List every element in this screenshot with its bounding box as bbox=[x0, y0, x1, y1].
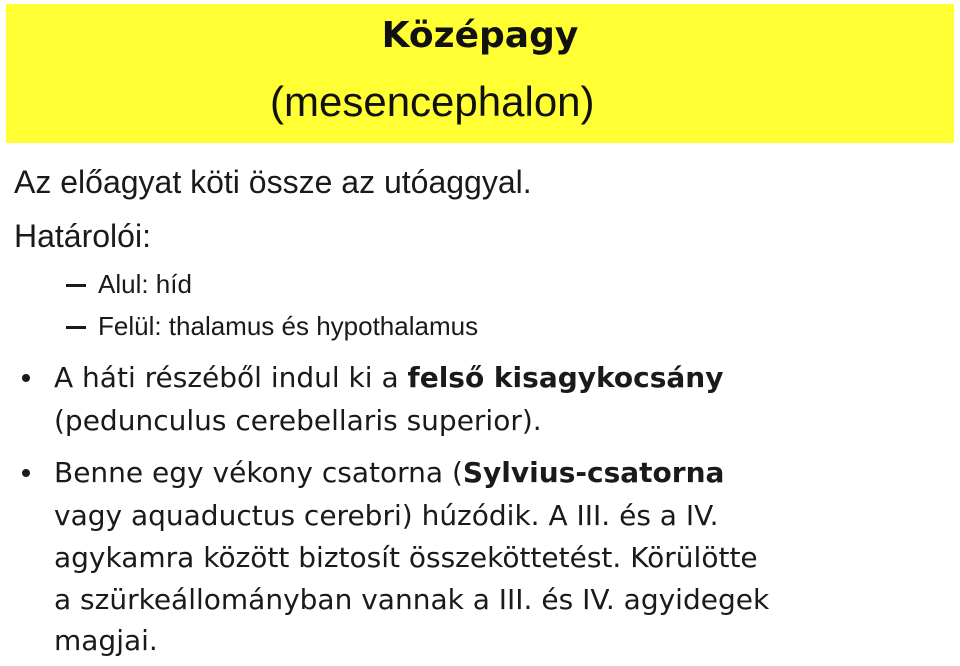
bullet2-line5: magjai. bbox=[54, 624, 158, 657]
bullet1-line2: (pedunculus cerebellaris superior). bbox=[54, 404, 542, 437]
borders-heading: Határolói: bbox=[14, 218, 151, 254]
bullet2-line1 bbox=[54, 455, 724, 491]
bullet2-line4: a szürkeállományban vannak a III. és IV. agyidegek bbox=[54, 583, 770, 616]
border-item-bottom: Alul: híd bbox=[98, 269, 192, 299]
page-subtitle: (mesencephalon) bbox=[270, 78, 595, 125]
intro-text: Az előagyat köti össze az utóaggyal. bbox=[14, 164, 532, 200]
border-item-top: Felül: thalamus és hypothalamus bbox=[98, 311, 479, 341]
bullet-dot bbox=[22, 469, 30, 477]
bullet2-bold-term: Sylvius-csatorna bbox=[462, 456, 725, 489]
bullet1-text: A háti részéből indul ki a bbox=[54, 361, 408, 394]
bullet-dot bbox=[22, 374, 30, 382]
bullet1-bold-term: felső kisagykocsány bbox=[407, 361, 724, 394]
page-title: Középagy bbox=[381, 15, 579, 56]
dash-marker bbox=[66, 284, 86, 287]
bullet2-line3: agykamra között biztosít összeköttetést. Körülötte bbox=[54, 541, 758, 574]
bullet1-line1 bbox=[54, 360, 723, 396]
dash-marker bbox=[66, 326, 86, 329]
bullet2-line2: vagy aquaductus cerebri) húzódik. A III. és a IV. bbox=[54, 499, 719, 532]
bullet2-text: Benne egy vékony csatorna ( bbox=[54, 456, 463, 489]
